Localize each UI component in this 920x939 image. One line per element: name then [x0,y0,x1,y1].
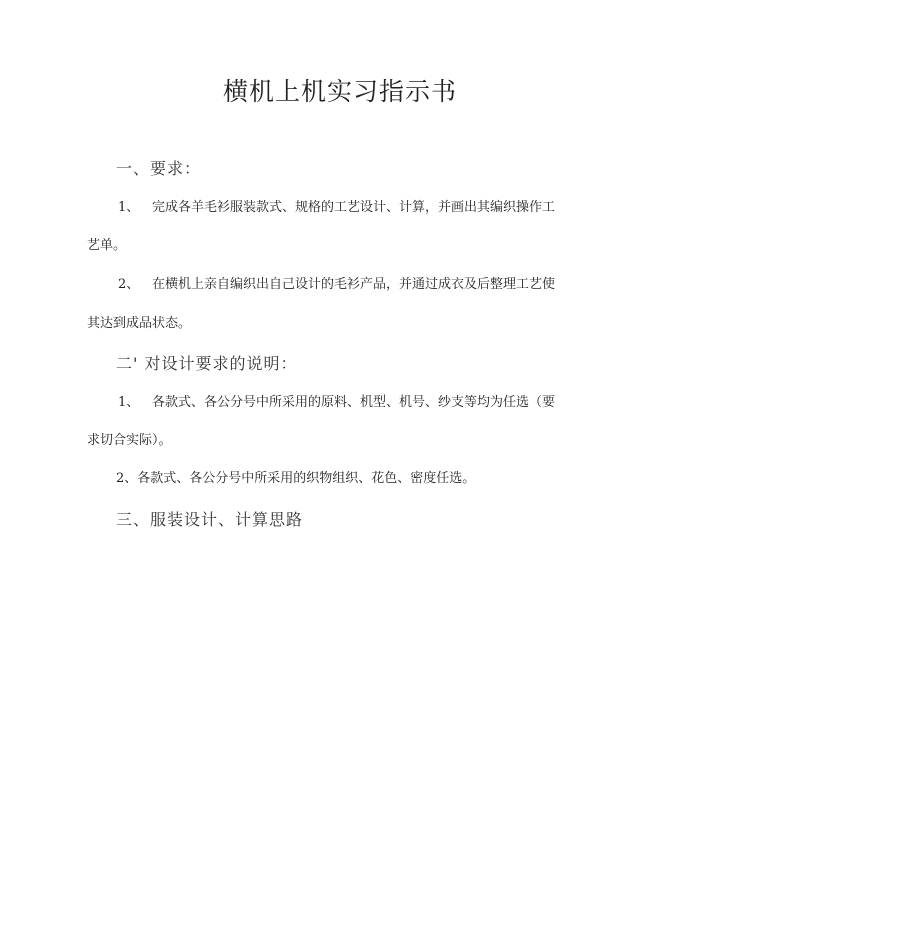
section-heading-requirements: 一、要求： [116,159,202,178]
requirement-item-2-number: 2、 [118,277,140,292]
design-note-item-1-second-line: 求切合实际）。 [87,433,172,448]
section-heading-design-notes: 二' 对设计要求的说明： [116,354,298,373]
design-note-item-1-number: 1、 [118,395,140,410]
requirement-item-2-second-line: 其达到成品状态。 [87,316,192,331]
document-title: 横机上机实习指示书 [223,77,458,106]
design-note-item-1-first-line [118,391,555,410]
requirement-item-1-second-line: 艺单。 [87,238,127,253]
requirement-item-1-text: 完成各羊毛衫服装款式、规格的工艺设计、计算，并画出其编织操作工 [152,200,556,215]
design-note-item-1-text: 各款式、各公分号中所采用的原料、机型、机号、纱支等均为任选（要 [152,395,556,410]
requirement-item-2-first-line [118,273,555,292]
requirement-item-2-text: 在横机上亲自编织出自己设计的毛衫产品，并通过成衣及后整理工艺使 [152,277,556,292]
requirement-item-1-first-line [118,196,555,215]
section-heading-design-calculation: 三、服装设计、计算思路 [116,510,304,529]
design-note-item-2: 2、各款式、各公分号中所采用的织物组织、花色、密度任选。 [116,471,476,486]
requirement-item-1-number: 1、 [118,200,140,215]
